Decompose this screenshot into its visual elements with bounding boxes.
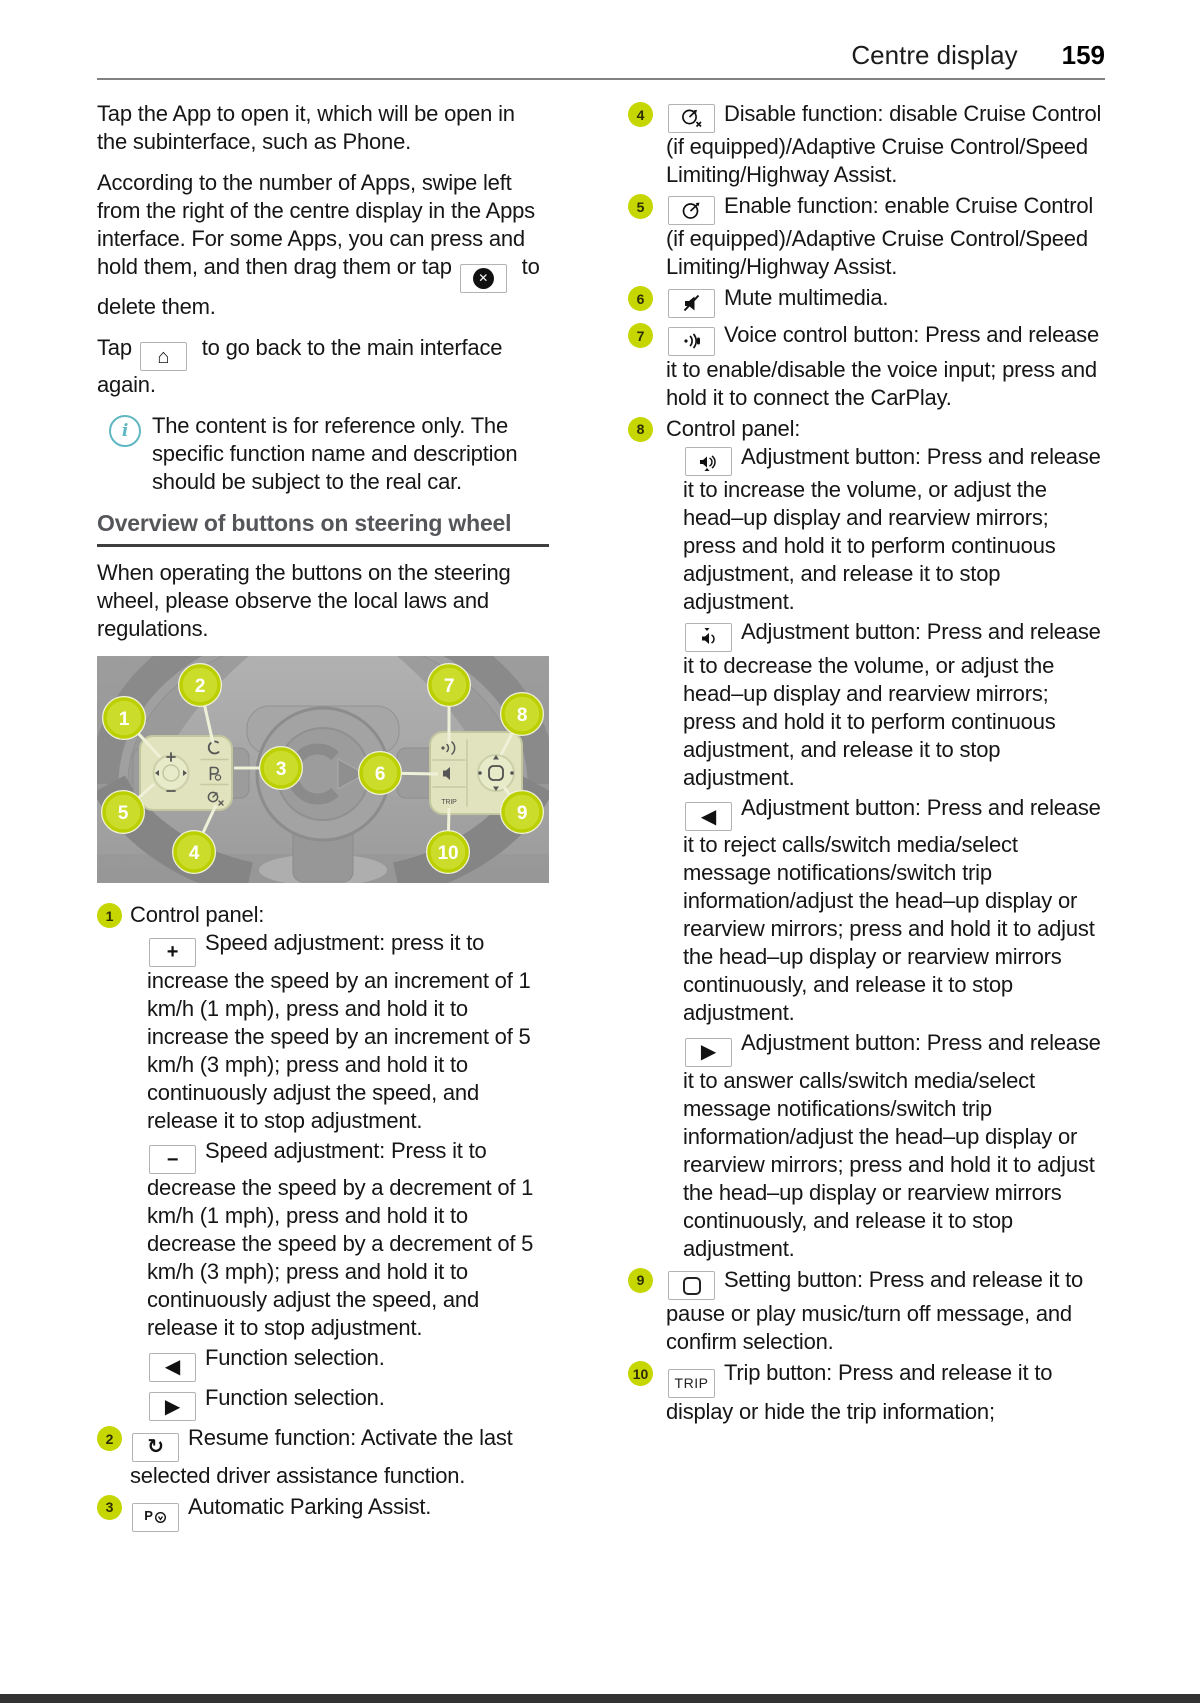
steering-wheel-figure: [97, 656, 549, 883]
item-number-badge: 10: [628, 1361, 653, 1386]
steering-wheel-illustration: [97, 656, 549, 883]
sub-item-volume-up: Adjustment button: Press and release it to increase the volume, or adjust the head–up display and rearview mirrors; press and hold it to perform continuous adjustment, and release it to stop adjustment.: [683, 443, 1101, 614]
list-item-1: [97, 901, 549, 1421]
list-item-4: 4 Disable function: disable Cruise Control (if equipped)/Adaptive Cruise Control/Speed Limiting/Highway Assist.: [628, 100, 1106, 189]
left-button-panel: [140, 736, 232, 810]
callout-2: [179, 664, 221, 706]
list-item-2: 2 ↻ Resume function: Activate the last selected driver assistance function.: [97, 1424, 549, 1490]
svg-text:9: 9: [516, 803, 528, 824]
paragraph-home: Tap ⌂ to go back to the main interface again.: [97, 334, 503, 397]
sub-item-speed-plus: + Speed adjustment: press it to increase the speed by an increment of 1 km/h (1 mph), press and hold it to increase the speed by an increment of 5 km/h (3 mph); press and hold it to continuously adjust the speed, and release it to stop adjustment.: [147, 930, 531, 1133]
item-number-badge: 7: [628, 323, 653, 348]
item-number-badge: 2: [97, 1426, 122, 1451]
speed-minus-icon: −: [149, 1145, 196, 1174]
setting-icon: [668, 1271, 715, 1300]
svg-text:4: 4: [188, 843, 200, 864]
item-number-badge: 4: [628, 102, 653, 127]
sub-item-function-left: ◀ Function selection.: [147, 1344, 549, 1382]
callout-4: [173, 831, 215, 873]
delete-icon: ✕: [460, 264, 507, 293]
list-item-6: 6 Mute multimedia.: [628, 284, 1106, 318]
sub-item-adjust-right: ▶ Adjustment button: Press and release it to answer calls/switch media/select message notifications/switch trip information/adjust the head–up display or rearview mirrors; press and hold it to adjust the head–up display or rearview mirrors continuously, and release it to stop adjustment.: [683, 1030, 1101, 1261]
svg-text:10: 10: [437, 843, 459, 864]
list-item-5: 5 Enable function: enable Cruise Control (if equipped)/Adaptive Cruise Control/Speed Limiting/Highway Assist.: [628, 192, 1106, 281]
mute-icon: [668, 289, 715, 318]
callout-10: [427, 831, 469, 873]
callout-7: [428, 664, 470, 706]
callout-8: [501, 693, 543, 735]
list-item-10: 10 TRIP Trip button: Press and release it to display or hide the trip information;: [628, 1359, 1106, 1426]
paragraph-apps-swipe: According to the number of Apps, swipe left from the right of the centre display in the Apps interface. For some Apps, you can press and hold them, and then drag them or tap ✕ to delete them.: [97, 170, 540, 319]
svg-text:3: 3: [275, 759, 287, 780]
arrow-left-icon: ◀: [685, 802, 732, 831]
paragraph-apps-open: Tap the App to open it, which will be open in the subinterface, such as Phone.: [97, 101, 515, 154]
sub-item-adjust-left: ◀ Adjustment button: Press and release it to reject calls/switch media/select message notifications/switch trip information/adjust the head–up display or rearview mirrors; press and hold it to adjust the head–up display or rearview mirrors continuously, and release it to stop adjustment.: [683, 794, 1101, 1025]
item-label: Control panel:: [130, 902, 265, 927]
sub-item-speed-minus: − Speed adjustment: Press it to decrease the speed by a decrement of 1 km/h (1 mph), press and hold it to decrease the speed by a decrement of 5 km/h (3 mph); press and hold it to continuously adjust the speed, and release it to stop adjustment.: [147, 1137, 534, 1340]
svg-text:5: 5: [117, 803, 129, 824]
left-column: [97, 100, 549, 1535]
list-item-9: 9 Setting button: Press and release it to pause or play music/turn off message, and confirm selection.: [628, 1266, 1106, 1357]
svg-text:2: 2: [194, 676, 206, 697]
item-number-badge: 9: [628, 1268, 653, 1293]
svg-text:TRIP: TRIP: [441, 799, 457, 806]
callout-3: [260, 747, 302, 789]
speed-plus-icon: +: [149, 938, 196, 967]
info-icon: i: [109, 415, 141, 447]
item-number-badge: 5: [628, 194, 653, 219]
item-number-badge: 3: [97, 1495, 122, 1520]
cruise-enable-icon: [668, 196, 715, 225]
list-item-7: 7 Voice control button: Press and release it to enable/disable the voice input; press and hold it to connect the CarPlay.: [628, 321, 1106, 412]
right-column: [628, 100, 1106, 1429]
list-item-8: [628, 415, 1106, 1263]
voice-control-icon: [668, 327, 715, 356]
item-number-badge: 8: [628, 417, 653, 442]
arrow-left-icon: ◀: [149, 1353, 196, 1382]
page-bottom-bar: [0, 1694, 1200, 1703]
parking-assist-icon: P: [132, 1503, 179, 1532]
sub-item-volume-down: Adjustment button: Press and release it to decrease the volume, or adjust the head–up display and rearview mirrors; press and hold it to perform continuous adjustment, and release it to stop adjustment.: [683, 619, 1101, 790]
reference-note: [97, 412, 549, 496]
item-number-badge: 6: [628, 286, 653, 311]
svg-text:1: 1: [118, 709, 130, 730]
sub-item-function-right: ▶ Function selection.: [147, 1384, 549, 1422]
section-heading: Overview of buttons on steering wheel: [97, 510, 549, 547]
home-icon: ⌂: [140, 342, 187, 371]
paragraph-laws: When operating the buttons on the steering wheel, please observe the local laws and regulations.: [97, 560, 511, 641]
trip-icon: TRIP: [668, 1369, 715, 1398]
cruise-disable-icon: [668, 104, 715, 133]
page-number: 159: [1061, 40, 1105, 70]
arrow-right-icon: ▶: [685, 1038, 732, 1067]
arrow-right-icon: ▶: [149, 1392, 196, 1421]
item-number-badge: 1: [97, 903, 122, 928]
volume-down-icon: [685, 623, 732, 652]
callout-1: [103, 697, 145, 739]
callout-6: [359, 752, 401, 794]
svg-text:8: 8: [516, 705, 528, 726]
note-text: The content is for reference only. The specific function name and description should be subject to the real car.: [152, 413, 518, 494]
list-item-3: 3 P Automatic Parking Assist.: [97, 1493, 549, 1532]
volume-up-icon: [685, 447, 732, 476]
section-title: Centre display: [851, 40, 1018, 70]
item-label: Control panel:: [666, 415, 801, 441]
resume-icon: ↻: [132, 1433, 179, 1462]
callout-5: [102, 791, 144, 833]
callout-9: [501, 791, 543, 833]
svg-text:7: 7: [443, 676, 455, 697]
header-rule: [97, 78, 1105, 80]
svg-text:6: 6: [374, 764, 386, 785]
page-header: [97, 40, 1105, 71]
